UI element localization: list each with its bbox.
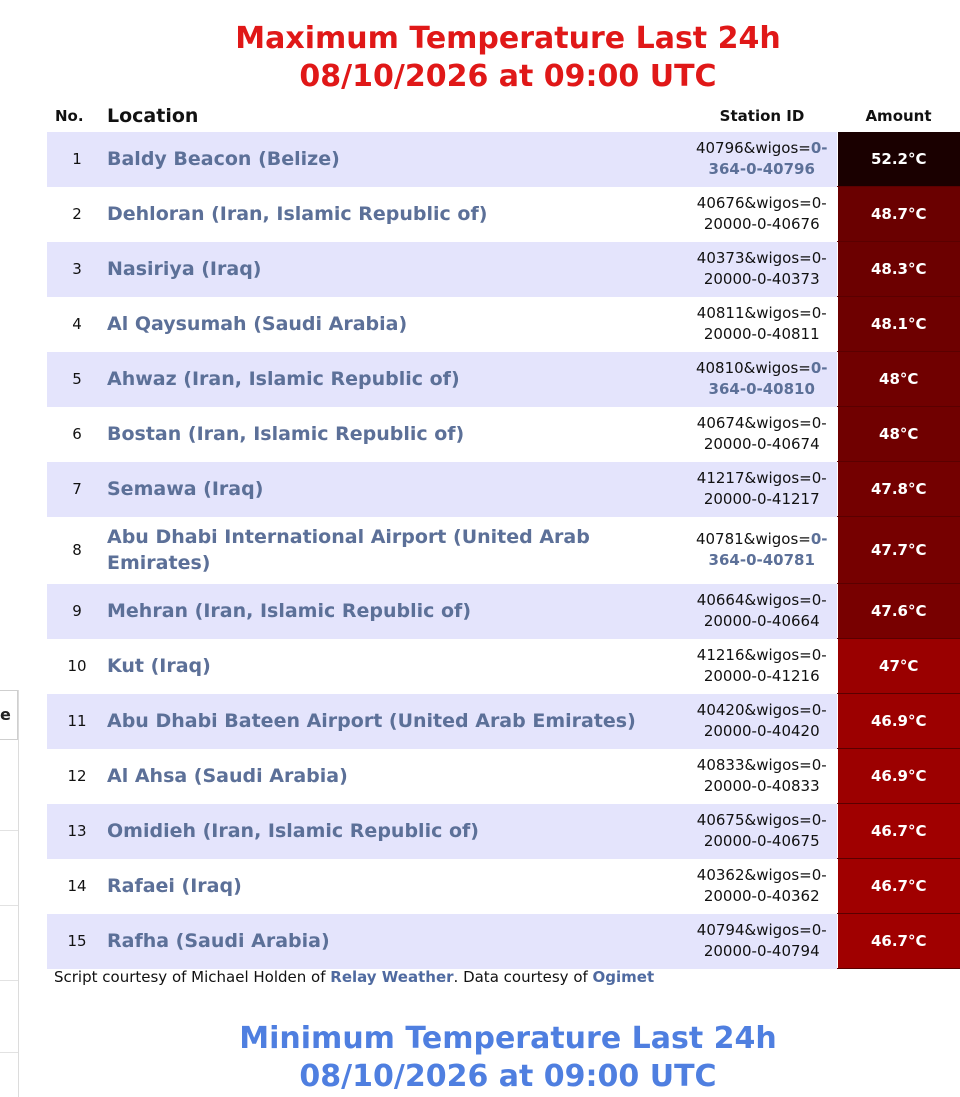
station-id-wigos[interactable]: 364-0-40781: [708, 551, 815, 569]
station-id: [687, 804, 837, 859]
location-link[interactable]: [107, 749, 687, 804]
table-row: [47, 584, 960, 639]
row-number: 6: [47, 407, 107, 462]
table-row: [47, 187, 960, 242]
table-row: [47, 407, 960, 462]
amount-cell: 47.7°C: [837, 517, 960, 584]
max-title-line1: Maximum Temperature Last 24h: [235, 21, 781, 56]
location-link[interactable]: [107, 694, 687, 749]
station-id-wigos-start: 0-: [811, 866, 827, 884]
ogimet-link[interactable]: Ogimet: [592, 968, 655, 986]
station-id-prefix: 40674&wigos=: [696, 414, 812, 432]
row-number: 7: [47, 462, 107, 517]
amount-cell: 47°C: [837, 639, 960, 694]
location-link[interactable]: [107, 242, 687, 297]
station-id-prefix: 40781&wigos=: [695, 530, 811, 548]
max-temperature-title: [0, 20, 960, 96]
table-row: [47, 352, 960, 407]
amount-cell: 47.6°C: [837, 584, 960, 639]
sidebar-tab[interactable]: [0, 690, 18, 740]
location-link[interactable]: [107, 297, 687, 352]
min-title-line2: 08/10/2026 at 09:00 UTC: [299, 1059, 717, 1094]
location-name[interactable]: Mehran (Iran, Islamic Republic of): [107, 600, 472, 622]
station-id: [687, 132, 837, 187]
station-id: [687, 694, 837, 749]
location-link[interactable]: [107, 462, 687, 517]
min-title-line1: Minimum Temperature Last 24h: [239, 1021, 777, 1056]
location-link[interactable]: [107, 914, 687, 969]
amount-cell: 48.3°C: [837, 242, 960, 297]
location-link[interactable]: [107, 407, 687, 462]
location-name[interactable]: Omidieh (Iran, Islamic Republic of): [107, 820, 479, 842]
station-id-wigos-start: 0-: [811, 811, 827, 829]
row-number: 11: [47, 694, 107, 749]
min-temperature-title: [0, 1020, 960, 1096]
table-row: [47, 297, 960, 352]
station-id: [687, 242, 837, 297]
table-row: [47, 804, 960, 859]
header-amount: Amount: [865, 107, 932, 125]
station-id-wigos[interactable]: 364-0-40810: [708, 380, 815, 398]
location-name[interactable]: Rafaei (Iraq): [107, 875, 242, 897]
row-number: 12: [47, 749, 107, 804]
station-id-prefix: 40664&wigos=: [696, 591, 812, 609]
footer-text-2: . Data courtesy of: [453, 968, 593, 986]
station-id-prefix: 40833&wigos=: [696, 756, 812, 774]
station-id-wigos-start[interactable]: 0-: [810, 530, 828, 548]
sidebar-tab-glyph: e: [0, 705, 11, 724]
amount-cell: 46.7°C: [837, 804, 960, 859]
amount-cell: 46.7°C: [837, 914, 960, 969]
table-row: [47, 749, 960, 804]
header-no: No.: [55, 107, 84, 125]
station-id-wigos-start[interactable]: 0-: [810, 359, 828, 377]
credits-footer: [54, 968, 654, 986]
amount-cell: 46.9°C: [837, 749, 960, 804]
station-id-wigos-start: 0-: [811, 756, 827, 774]
location-name[interactable]: Abu Dhabi International Airport (United Arab Emirates): [107, 526, 590, 574]
row-number: 1: [47, 132, 107, 187]
station-id-wigos-start: 0-: [811, 249, 827, 267]
amount-cell: 48.1°C: [837, 297, 960, 352]
location-link[interactable]: [107, 352, 687, 407]
location-name[interactable]: Abu Dhabi Bateen Airport (United Arab Emirates): [107, 710, 636, 732]
row-number: 8: [47, 517, 107, 584]
location-name[interactable]: Nasiriya (Iraq): [107, 258, 262, 280]
table-row: [47, 639, 960, 694]
header-location: Location: [107, 105, 199, 127]
station-id-wigos-start: 0-: [811, 921, 827, 939]
station-id-wigos: 20000-0-40674: [703, 435, 820, 453]
station-id-wigos: 20000-0-40675: [703, 832, 820, 850]
amount-cell: 47.8°C: [837, 462, 960, 517]
station-id-wigos: 20000-0-40794: [703, 942, 820, 960]
station-id-wigos-start: 0-: [811, 304, 827, 322]
location-name[interactable]: Ahwaz (Iran, Islamic Republic of): [107, 368, 460, 390]
station-id-wigos: 20000-0-40811: [703, 325, 820, 343]
table-row: [47, 132, 960, 187]
location-link[interactable]: [107, 584, 687, 639]
station-id-wigos[interactable]: 364-0-40796: [708, 160, 815, 179]
location-link[interactable]: [107, 859, 687, 914]
station-id: [687, 407, 837, 462]
location-name[interactable]: Rafha (Saudi Arabia): [107, 930, 330, 952]
station-id-prefix: 40811&wigos=: [696, 304, 812, 322]
station-id-wigos-start: 0-: [811, 194, 827, 212]
station-id-wigos-start[interactable]: 0-: [810, 139, 828, 158]
row-number: 2: [47, 187, 107, 242]
station-id-wigos: 20000-0-40833: [703, 777, 820, 795]
row-number: 9: [47, 584, 107, 639]
station-id-prefix: 40794&wigos=: [696, 921, 812, 939]
location-link[interactable]: [107, 517, 687, 584]
table-header-row: [47, 100, 960, 132]
station-id: [687, 859, 837, 914]
station-id-prefix: 40796&wigos=: [695, 139, 811, 158]
row-number: 14: [47, 859, 107, 914]
table-row: [47, 859, 960, 914]
station-id-prefix: 40676&wigos=: [696, 194, 812, 212]
location-name[interactable]: Al Qaysumah (Saudi Arabia): [107, 313, 408, 335]
station-id: [687, 187, 837, 242]
amount-cell: 46.7°C: [837, 859, 960, 914]
footer-text-1: Script courtesy of Michael Holden of: [54, 968, 331, 986]
station-id-wigos: 20000-0-40362: [703, 887, 820, 905]
relay-weather-link[interactable]: Relay Weather: [330, 968, 454, 986]
location-name[interactable]: Dehloran (Iran, Islamic Republic of): [107, 203, 488, 225]
row-number: 5: [47, 352, 107, 407]
station-id-wigos-start: 0-: [811, 646, 827, 664]
table-row: [47, 914, 960, 969]
station-id-wigos: 20000-0-40420: [703, 722, 820, 740]
station-id-wigos-start: 0-: [811, 591, 827, 609]
location-name[interactable]: Kut (Iraq): [107, 655, 211, 677]
table-row: [47, 462, 960, 517]
amount-cell: 48°C: [837, 352, 960, 407]
location-link[interactable]: [107, 187, 687, 242]
location-link[interactable]: [107, 639, 687, 694]
location-name[interactable]: Baldy Beacon (Belize): [107, 148, 340, 171]
station-id: [687, 749, 837, 804]
amount-cell: 52.2°C: [837, 132, 960, 187]
station-id-prefix: 40420&wigos=: [696, 701, 812, 719]
station-id-wigos-start: 0-: [811, 701, 827, 719]
station-id-prefix: 41217&wigos=: [696, 469, 812, 487]
table-row: [47, 517, 960, 584]
table-row: [47, 242, 960, 297]
row-number: 4: [47, 297, 107, 352]
location-link[interactable]: [107, 132, 687, 187]
amount-cell: 46.9°C: [837, 694, 960, 749]
station-id: [687, 517, 837, 584]
station-id-prefix: 40810&wigos=: [695, 359, 811, 377]
max-temperature-table: [47, 100, 960, 969]
station-id-wigos: 20000-0-40664: [703, 612, 820, 630]
station-id-wigos: 20000-0-41217: [703, 490, 820, 508]
station-id: [687, 914, 837, 969]
row-number: 15: [47, 914, 107, 969]
station-id: [687, 462, 837, 517]
station-id-prefix: 40675&wigos=: [696, 811, 812, 829]
station-id-wigos: 20000-0-41216: [703, 667, 820, 685]
row-number: 3: [47, 242, 107, 297]
location-name[interactable]: Semawa (Iraq): [107, 478, 264, 500]
table-row: [47, 694, 960, 749]
station-id-wigos-start: 0-: [811, 414, 827, 432]
location-name[interactable]: Al Ahsa (Saudi Arabia): [107, 765, 348, 787]
location-link[interactable]: [107, 804, 687, 859]
header-station-id: Station ID: [719, 107, 805, 125]
station-id-prefix: 40362&wigos=: [696, 866, 812, 884]
row-number: 13: [47, 804, 107, 859]
station-id-wigos-start: 0-: [811, 469, 827, 487]
station-id: [687, 352, 837, 407]
station-id-wigos: 20000-0-40676: [703, 215, 820, 233]
amount-cell: 48.7°C: [837, 187, 960, 242]
station-id: [687, 584, 837, 639]
location-name[interactable]: Bostan (Iran, Islamic Republic of): [107, 423, 465, 445]
row-number: 10: [47, 639, 107, 694]
max-title-line2: 08/10/2026 at 09:00 UTC: [299, 59, 717, 94]
station-id-prefix: 40373&wigos=: [696, 249, 812, 267]
station-id: [687, 639, 837, 694]
station-id-wigos: 20000-0-40373: [703, 270, 820, 288]
station-id-prefix: 41216&wigos=: [696, 646, 812, 664]
amount-cell: 48°C: [837, 407, 960, 462]
station-id: [687, 297, 837, 352]
